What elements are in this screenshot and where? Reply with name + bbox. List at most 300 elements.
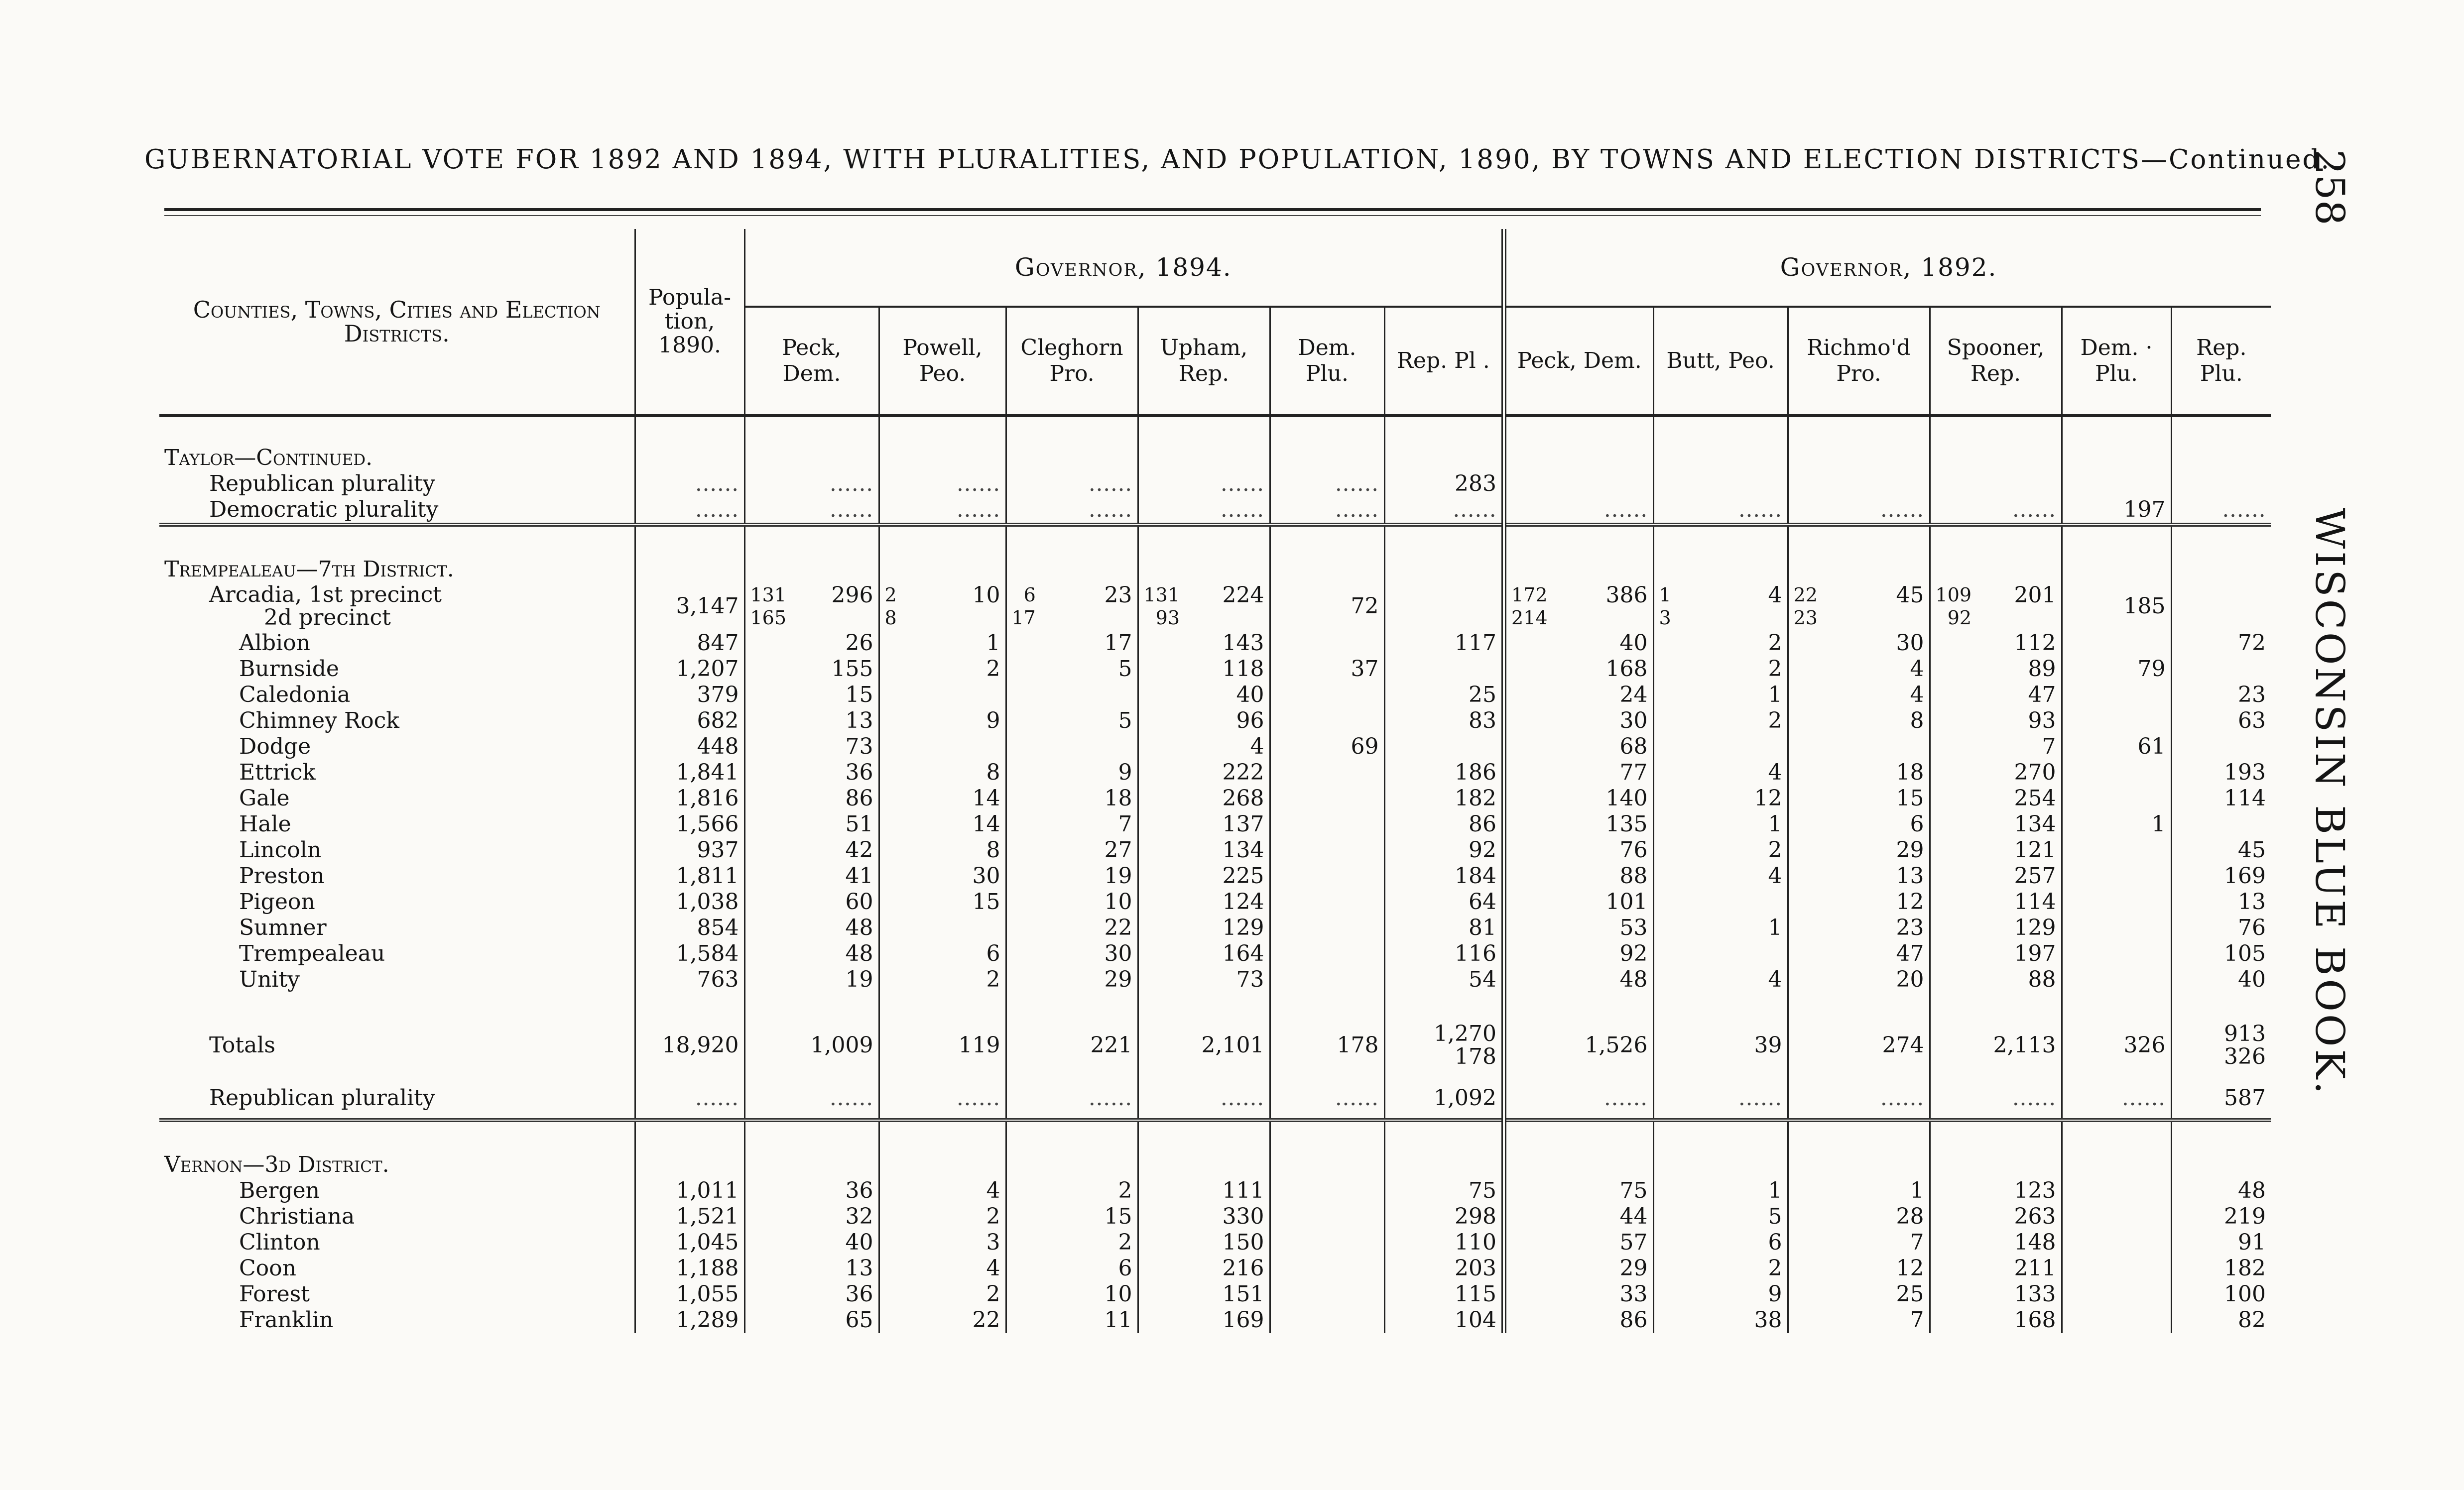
cell: 1 [2062, 811, 2171, 837]
plurality-row: Republican plurality …… …… …… …… …… …… 1,092 …… …… …… …… …… 587 [159, 1078, 2271, 1120]
col-header: Peck, Dem. [744, 307, 879, 416]
cell: 104 [1384, 1307, 1504, 1333]
cell: 150 [1138, 1230, 1270, 1256]
table-row [159, 1307, 2271, 1333]
cell [2062, 1178, 2171, 1204]
county-heading: Taylor—Continued. [164, 445, 373, 470]
cell [1270, 811, 1384, 837]
cell: 14 [879, 786, 1006, 811]
row-label: Totals [209, 1032, 275, 1058]
row-label: Dodge [239, 734, 311, 759]
vote-table [159, 229, 2271, 1333]
cell [2062, 863, 2171, 889]
cell: 1 [879, 630, 1006, 656]
cell: 19 [744, 967, 879, 993]
cell: 25 [1384, 682, 1504, 708]
cell: 13 [1788, 863, 1930, 889]
cell [879, 734, 1006, 760]
cell: 155 [744, 656, 879, 682]
cell: 40 [2171, 967, 2271, 993]
cell: 121 [1930, 837, 2062, 863]
cell: 81 [1384, 915, 1504, 941]
cell: 114 [2171, 786, 2271, 811]
row-label: Gale [239, 786, 290, 811]
cell: 6 [1006, 1256, 1138, 1281]
cell: 1,038 [635, 889, 744, 915]
cell: 47 [1788, 941, 1930, 967]
cell [1384, 656, 1504, 682]
cell: 165 [750, 607, 787, 629]
cell [879, 682, 1006, 708]
cell [1270, 967, 1384, 993]
row-label: Republican plurality [209, 471, 435, 496]
cell: 847 [635, 630, 744, 656]
cell: 88 [1930, 967, 2062, 993]
cell: 1,045 [635, 1230, 744, 1256]
cell: 68 [1504, 734, 1653, 760]
cell: 28 [1788, 1204, 1930, 1230]
cell [1384, 582, 1504, 630]
cell [2062, 708, 2171, 734]
cell: 4 [879, 1178, 1006, 1204]
cell: 263 [1930, 1204, 2062, 1230]
cell: 54 [1384, 967, 1504, 993]
table-row [159, 915, 2271, 941]
cell: 29 [1006, 967, 1138, 993]
cell: 257 [1930, 863, 2062, 889]
cell: 168 [1504, 656, 1653, 682]
cell: 268 [1138, 786, 1270, 811]
cell: 2,113 [1930, 993, 2062, 1078]
cell [2171, 734, 2271, 760]
cell: 1,584 [635, 941, 744, 967]
cell: 13 [744, 1256, 879, 1281]
cell: 222 [1138, 760, 1270, 786]
col-header: Spooner, Rep. [1930, 307, 2062, 416]
cell: 6 [879, 941, 1006, 967]
cell [1270, 863, 1384, 889]
cell: 73 [744, 734, 879, 760]
cell [2062, 786, 2171, 811]
cell: 169 [1138, 1307, 1270, 1333]
row-label: Albion [239, 630, 310, 656]
cell: 148 [1930, 1230, 2062, 1256]
county-heading-row [159, 416, 2271, 471]
cell [1270, 941, 1384, 967]
cell: 5 [1653, 1204, 1788, 1230]
cell [2171, 582, 2271, 630]
cell: 2 [879, 1204, 1006, 1230]
row-label: Bergen [239, 1178, 320, 1203]
cell: 197 [2062, 497, 2171, 525]
cell [1270, 1256, 1384, 1281]
cell: 2 [879, 967, 1006, 993]
cell: 118 [1138, 656, 1270, 682]
cell: 182 [1384, 786, 1504, 811]
cell [2062, 889, 2171, 915]
cell: 137 [1138, 811, 1270, 837]
cell [2062, 1307, 2171, 1333]
cell: 2 [1653, 1256, 1788, 1281]
stub-header: Counties, Towns, Cities and Election Districts. [159, 229, 635, 416]
cell: 1,566 [635, 811, 744, 837]
cell: 1,092 [1384, 1078, 1504, 1120]
cell: 937 [635, 837, 744, 863]
page-number: 258 [2307, 149, 2353, 226]
col-header: Peck, Dem. [1504, 307, 1653, 416]
cell: 15 [879, 889, 1006, 915]
row-label: Arcadia, 1st precinct [209, 582, 442, 607]
cell: 2 [1006, 1230, 1138, 1256]
cell: 386 [1605, 582, 1648, 608]
cell: 48 [1504, 967, 1653, 993]
cell: 40 [1138, 682, 1270, 708]
table-row [159, 708, 2271, 734]
cell: 79 [2062, 656, 2171, 682]
cell: 123 [1930, 1178, 2062, 1204]
row-label: Chimney Rock [239, 708, 399, 733]
cell: 2 [884, 584, 897, 606]
col-header: Cleghorn Pro. [1006, 307, 1138, 416]
cell: 41 [744, 863, 879, 889]
table-row [159, 1230, 2271, 1256]
cell: 69 [1270, 734, 1384, 760]
row-label: Caledonia [239, 682, 351, 707]
cell: 8 [879, 760, 1006, 786]
cell: 22 [879, 1307, 1006, 1333]
cell: 60 [744, 889, 879, 915]
cell [1270, 682, 1384, 708]
cell: 124 [1138, 889, 1270, 915]
cell: 9 [1653, 1281, 1788, 1307]
cell: 201 [2014, 582, 2056, 608]
cell: 57 [1504, 1230, 1653, 1256]
cell: 115 [1384, 1281, 1504, 1307]
county-heading-row [159, 529, 2271, 582]
cell [1270, 889, 1384, 915]
cell: 178 [1270, 993, 1384, 1078]
table-row [159, 1204, 2271, 1230]
cell: 203 [1384, 1256, 1504, 1281]
cell: 15 [744, 682, 879, 708]
cell: 1,841 [635, 760, 744, 786]
row-label: Unity [239, 967, 300, 992]
cell: 6 [1023, 584, 1036, 606]
cell: 134 [1138, 837, 1270, 863]
cell: 164 [1138, 941, 1270, 967]
cell: 5 [1006, 708, 1138, 734]
cell [1270, 630, 1384, 656]
totals-row [159, 993, 2271, 1078]
cell: 17 [1011, 607, 1036, 629]
cell: 330 [1138, 1204, 1270, 1230]
cell: 36 [744, 1281, 879, 1307]
cell: 76 [2171, 915, 2271, 941]
cell: 29 [1788, 837, 1930, 863]
cell: 214 [1511, 607, 1548, 629]
cell [2171, 656, 2271, 682]
cell [1653, 941, 1788, 967]
cell [1270, 760, 1384, 786]
row-label: Christiana [239, 1204, 355, 1229]
cell: 151 [1138, 1281, 1270, 1307]
cell: 23 [1788, 915, 1930, 941]
row-label: Coon [239, 1256, 296, 1281]
cell: 3,147 [635, 582, 744, 630]
cell: 216 [1138, 1256, 1270, 1281]
cell [2062, 1281, 2171, 1307]
cell: 1,270 [1434, 1021, 1497, 1046]
cell: 77 [1504, 760, 1653, 786]
cell: 75 [1384, 1178, 1504, 1204]
cell: 6 [1653, 1230, 1788, 1256]
cell: 64 [1384, 889, 1504, 915]
cell: 13 [744, 708, 879, 734]
cell: 65 [744, 1307, 879, 1333]
cell: 1 [1653, 915, 1788, 941]
cell: 25 [1788, 1281, 1930, 1307]
cell: 182 [2171, 1256, 2271, 1281]
cell: 114 [1930, 889, 2062, 915]
cell: 20 [1788, 967, 1930, 993]
cell: 51 [744, 811, 879, 837]
cell: 4 [879, 1256, 1006, 1281]
cell: 4 [1788, 682, 1930, 708]
cell: 4 [1653, 863, 1788, 889]
cell: 105 [2171, 941, 2271, 967]
cell: 37 [1270, 656, 1384, 682]
cell: 89 [1930, 656, 2062, 682]
cell: 92 [1384, 837, 1504, 863]
cell [1270, 915, 1384, 941]
cell: 8 [1788, 708, 1930, 734]
col-header: Dem. Plu. [1270, 307, 1384, 416]
page-title: GUBERNATORIAL VOTE FOR 1892 AND 1894, WITH PLURALITIES, AND POPULATION, 1890, BY TOWNS AND ELECTION DISTRICTS—Continued. [144, 144, 2331, 175]
cell: 298 [1384, 1204, 1504, 1230]
cell: 448 [635, 734, 744, 760]
cell: 42 [744, 837, 879, 863]
col-header: Upham, Rep. [1138, 307, 1270, 416]
cell: 2 [1006, 1178, 1138, 1204]
cell: 1,289 [635, 1307, 744, 1333]
row-label: Hale [239, 811, 291, 837]
cell: 587 [2171, 1078, 2271, 1120]
cell: 4 [1768, 582, 1782, 608]
cell: 72 [1270, 582, 1384, 630]
cell: 96 [1138, 708, 1270, 734]
cell: 1 [1788, 1178, 1930, 1204]
cell: 13 [2171, 889, 2271, 915]
cell: 10 [1006, 1281, 1138, 1307]
trempealeau-rows [159, 630, 2271, 993]
cell: 116 [1384, 941, 1504, 967]
cell: 10 [1006, 889, 1138, 915]
cell: 40 [744, 1230, 879, 1256]
cell: 110 [1384, 1230, 1504, 1256]
cell: 131 [1143, 584, 1180, 606]
cell: 27 [1006, 837, 1138, 863]
table-row [159, 786, 2271, 811]
cell: 1,816 [635, 786, 744, 811]
cell: 48 [744, 915, 879, 941]
cell: 197 [1930, 941, 2062, 967]
group-header-1894: Governor, 1894. [744, 229, 1504, 307]
cell [1270, 1230, 1384, 1256]
cell: 36 [744, 760, 879, 786]
row-label: Clinton [239, 1230, 320, 1255]
cell: 86 [1384, 811, 1504, 837]
header-rule-thin [164, 215, 2261, 216]
cell [1270, 786, 1384, 811]
cell: 19 [1006, 863, 1138, 889]
cell: 33 [1504, 1281, 1653, 1307]
cell [1653, 889, 1788, 915]
plurality-row: Democratic plurality …… …… …… …… …… …… …… …… …… …… …… 197 …… [159, 497, 2271, 525]
cell: 2 [879, 1281, 1006, 1307]
row-label: Democratic plurality [209, 497, 439, 522]
cell: 1,011 [635, 1178, 744, 1204]
cell: 1,526 [1504, 993, 1653, 1078]
cell [2062, 915, 2171, 941]
cell: 40 [1504, 630, 1653, 656]
cell: 72 [2171, 630, 2271, 656]
cell: 76 [1504, 837, 1653, 863]
cell: 44 [1504, 1204, 1653, 1230]
cell [2062, 967, 2171, 993]
col-header: Rep. Plu. [2171, 307, 2271, 416]
cell: 12 [1788, 889, 1930, 915]
cell [2062, 1230, 2171, 1256]
plurality-row: Republican plurality …… …… …… …… …… …… 283 [159, 471, 2271, 497]
table-row [159, 811, 2271, 837]
cell: 39 [1653, 993, 1788, 1078]
row-label: 2d precinct [264, 605, 391, 630]
cell: 29 [1504, 1256, 1653, 1281]
cell: 129 [1138, 915, 1270, 941]
col-header: Powell, Peo. [879, 307, 1006, 416]
cell: 45 [2171, 837, 2271, 863]
cell: 12 [1653, 786, 1788, 811]
cell: 379 [635, 682, 744, 708]
cell: 92 [1947, 607, 1972, 629]
cell: 23 [2171, 682, 2271, 708]
cell: 178 [1455, 1044, 1497, 1069]
cell: 8 [884, 607, 897, 629]
cell: 3 [1659, 607, 1671, 629]
cell: 129 [1930, 915, 2062, 941]
cell [1270, 1307, 1384, 1333]
cell: 221 [1006, 993, 1138, 1078]
cell [879, 915, 1006, 941]
cell: 24 [1504, 682, 1653, 708]
cell: 112 [1930, 630, 2062, 656]
cell: 4 [1788, 656, 1930, 682]
row-label: Ettrick [239, 760, 316, 785]
table-row [159, 582, 2271, 630]
cell: 4 [1653, 760, 1788, 786]
cell: 8 [879, 837, 1006, 863]
table-row [159, 1256, 2271, 1281]
cell [2062, 682, 2171, 708]
table-row [159, 1281, 2271, 1307]
cell: 131 [750, 584, 787, 606]
cell: 26 [744, 630, 879, 656]
cell: 45 [1896, 582, 1924, 608]
cell: 211 [1930, 1256, 2062, 1281]
vernon-rows [159, 1178, 2271, 1333]
cell: 1,811 [635, 863, 744, 889]
cell: 17 [1006, 630, 1138, 656]
cell: 3 [879, 1230, 1006, 1256]
cell: 61 [2062, 734, 2171, 760]
cell: 1 [1659, 584, 1671, 606]
cell: 1,188 [635, 1256, 744, 1281]
group-header-1892: Governor, 1892. [1504, 229, 2271, 307]
cell: 186 [1384, 760, 1504, 786]
running-book-title: WISCONSIN BLUE BOOK. [2307, 508, 2353, 1097]
cell: 763 [635, 967, 744, 993]
cell: 169 [2171, 863, 2271, 889]
table-row [159, 734, 2271, 760]
cell: 73 [1138, 967, 1270, 993]
cell: 86 [1504, 1307, 1653, 1333]
cell: 15 [1788, 786, 1930, 811]
row-label: Sumner [239, 915, 327, 940]
cell [1006, 734, 1138, 760]
cell [2062, 1204, 2171, 1230]
header-rule [164, 208, 2261, 211]
cell: 88 [1504, 863, 1653, 889]
cell: 913 [2224, 1021, 2266, 1046]
cell: 53 [1504, 915, 1653, 941]
cell: 270 [1930, 760, 2062, 786]
county-heading: Vernon—3d District. [164, 1152, 389, 1177]
table-row [159, 1178, 2271, 1204]
row-label: Franklin [239, 1307, 334, 1333]
cell: 193 [2171, 760, 2271, 786]
cell: 23 [1104, 582, 1132, 608]
cell: 4 [1653, 967, 1788, 993]
cell: 7 [1930, 734, 2062, 760]
cell: 133 [1930, 1281, 2062, 1307]
row-label: Trempealeau [239, 941, 385, 966]
cell: 22 [1793, 584, 1818, 606]
cell: 91 [2171, 1230, 2271, 1256]
row-label: Preston [239, 863, 325, 889]
county-heading: Trempealeau—7th District. [164, 557, 454, 582]
cell: 10 [972, 582, 1000, 608]
cell: 14 [879, 811, 1006, 837]
cell: 32 [744, 1204, 879, 1230]
cell: 140 [1504, 786, 1653, 811]
cell: 18 [1788, 760, 1930, 786]
cell [1270, 708, 1384, 734]
cell: 38 [1653, 1307, 1788, 1333]
cell: 134 [1930, 811, 2062, 837]
population-header: Popula-tion, 1890. [635, 229, 744, 416]
row-label: Republican plurality [209, 1085, 435, 1111]
cell: 296 [831, 582, 873, 608]
cell: 30 [1788, 630, 1930, 656]
cell: 47 [1930, 682, 2062, 708]
cell: 1 [1653, 682, 1788, 708]
cell: 93 [1155, 607, 1180, 629]
cell: 4 [1138, 734, 1270, 760]
cell: 30 [1006, 941, 1138, 967]
cell: 63 [2171, 708, 2271, 734]
cell: 100 [2171, 1281, 2271, 1307]
col-header: Butt, Peo. [1653, 307, 1788, 416]
